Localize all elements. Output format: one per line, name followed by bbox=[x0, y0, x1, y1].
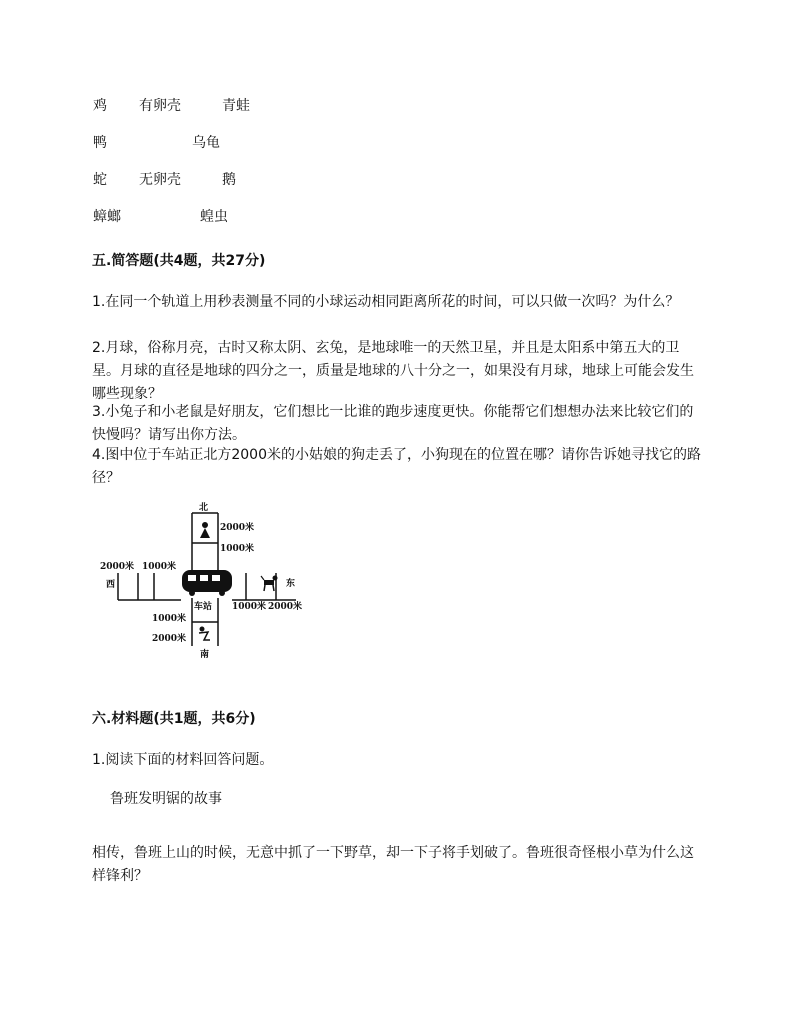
match-row2-left: 鸭 bbox=[93, 135, 107, 151]
question-3: 3.小兔子和小老鼠是好朋友，它们想比一比谁的跑步速度更快。你能帮它们想想办法来比较它们的快慢吗？请写出你方法。 bbox=[92, 404, 694, 443]
match-row4-left: 蟑螂 bbox=[93, 209, 121, 225]
match-row1-right: 青蛙 bbox=[222, 98, 250, 114]
match-row3-middle: 无卵壳 bbox=[139, 172, 181, 188]
east-label: 东 bbox=[286, 579, 296, 589]
west-label: 西 bbox=[106, 580, 116, 590]
north-1000-label: 1000米 bbox=[220, 544, 255, 554]
south-2000-label: 2000米 bbox=[152, 634, 187, 644]
map-lines bbox=[96, 498, 316, 663]
section5-title: 五.简答题(共4题，共27分) bbox=[92, 253, 266, 269]
match-row3-right: 鹅 bbox=[222, 172, 236, 188]
story-title: 鲁班发明锯的故事 bbox=[110, 791, 222, 807]
west-2000-label: 2000米 bbox=[100, 562, 135, 572]
match-row4-right: 蝗虫 bbox=[200, 209, 228, 225]
match-row1-middle: 有卵壳 bbox=[139, 98, 181, 114]
direction-map bbox=[96, 498, 316, 663]
train-icon bbox=[182, 570, 232, 596]
girl-icon bbox=[200, 522, 210, 538]
question-1: 1.在同一个轨道上用秒表测量不同的小球运动相同距离所花的时间，可以只做一次吗？为什么？ bbox=[92, 294, 680, 310]
west-1000-label: 1000米 bbox=[142, 562, 177, 572]
east-1000-label: 1000米 bbox=[232, 602, 267, 612]
dog-icon bbox=[261, 576, 278, 592]
question-2: 2.月球，俗称月亮，古时又称太阴、玄兔，是地球唯一的天然卫星，并且是太阳系中第五大的卫星。月球的直径是地球的四分之一，质量是地球的八十分之一，如果没有月球，地球上可能会发生哪些现象？ bbox=[92, 340, 694, 402]
north-label: 北 bbox=[199, 503, 209, 513]
question-4: 4.图中位于车站正北方2000米的小姑娘的狗走丢了，小狗现在的位置在哪？请你告诉她寻找它的路径？ bbox=[92, 447, 701, 486]
match-row1-left: 鸡 bbox=[93, 98, 107, 114]
match-row3-left: 蛇 bbox=[93, 172, 107, 188]
story-text: 相传，鲁班上山的时候，无意中抓了一下野草，却一下子将手划破了。鲁班很奇怪根小草为什么这样锋利？ bbox=[92, 845, 694, 884]
east-2000-label: 2000米 bbox=[268, 602, 303, 612]
station-label: 车站 bbox=[194, 602, 213, 612]
section6-question-1: 1.阅读下面的材料回答问题。 bbox=[92, 752, 274, 768]
person-icon bbox=[199, 627, 210, 641]
match-row2-right: 乌龟 bbox=[192, 135, 220, 151]
section6-title: 六.材料题(共1题，共6分) bbox=[92, 711, 256, 727]
north-2000-label: 2000米 bbox=[220, 523, 255, 533]
south-1000-label: 1000米 bbox=[152, 614, 187, 624]
south-label: 南 bbox=[200, 650, 210, 660]
